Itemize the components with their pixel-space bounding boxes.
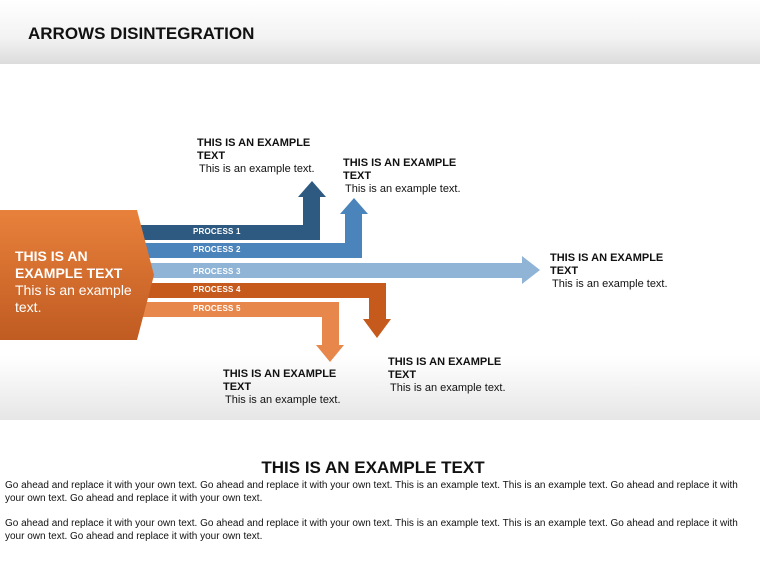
main-box-text xyxy=(15,248,145,316)
process-3-label: PROCESS 3 xyxy=(193,267,241,276)
callout-process-2 xyxy=(343,157,463,196)
callout-title: THIS IS AN EXAMPLE TEXT xyxy=(388,356,502,381)
footer-title: THIS IS AN EXAMPLE TEXT xyxy=(261,458,485,477)
process-2-label: PROCESS 2 xyxy=(193,245,241,254)
callout-title: THIS IS AN EXAMPLE TEXT xyxy=(197,137,311,162)
process-5-arrow xyxy=(140,302,344,362)
callout-process-5 xyxy=(223,368,343,407)
callout-title: THIS IS AN EXAMPLE TEXT xyxy=(550,252,664,277)
main-box-title: THIS IS AN EXAMPLE TEXT xyxy=(15,248,123,281)
callout-body: This is an example text. xyxy=(225,394,341,406)
callout-body: This is an example text. xyxy=(552,278,668,290)
callout-title: THIS IS AN EXAMPLE TEXT xyxy=(223,368,337,393)
callout-process-3 xyxy=(550,252,670,291)
callout-title: THIS IS AN EXAMPLE TEXT xyxy=(343,157,457,182)
process-4-label: PROCESS 4 xyxy=(193,285,241,294)
callout-process-1 xyxy=(197,137,317,176)
main-box-body: This is an example text. xyxy=(15,282,132,315)
process-1-label: PROCESS 1 xyxy=(193,227,241,236)
callout-body: This is an example text. xyxy=(345,183,461,195)
footer-paragraph-1: Go ahead and replace it with your own text. Go ahead and replace it with your own text. This is an example text. This is an example text. Go ahead and replace it with your own text. Go ahead and replace it with your own text. xyxy=(5,480,738,504)
callout-body: This is an example text. xyxy=(199,163,315,175)
process-5-label: PROCESS 5 xyxy=(193,304,241,313)
page-title: ARROWS DISINTEGRATION xyxy=(28,24,255,43)
footer-paragraph-2: Go ahead and replace it with your own text. Go ahead and replace it with your own text. This is an example text. This is an example text. Go ahead and replace it with your own text. Go ahead and replace it with your own text. xyxy=(5,518,738,542)
callout-process-4 xyxy=(388,356,508,395)
callout-body: This is an example text. xyxy=(390,382,506,394)
